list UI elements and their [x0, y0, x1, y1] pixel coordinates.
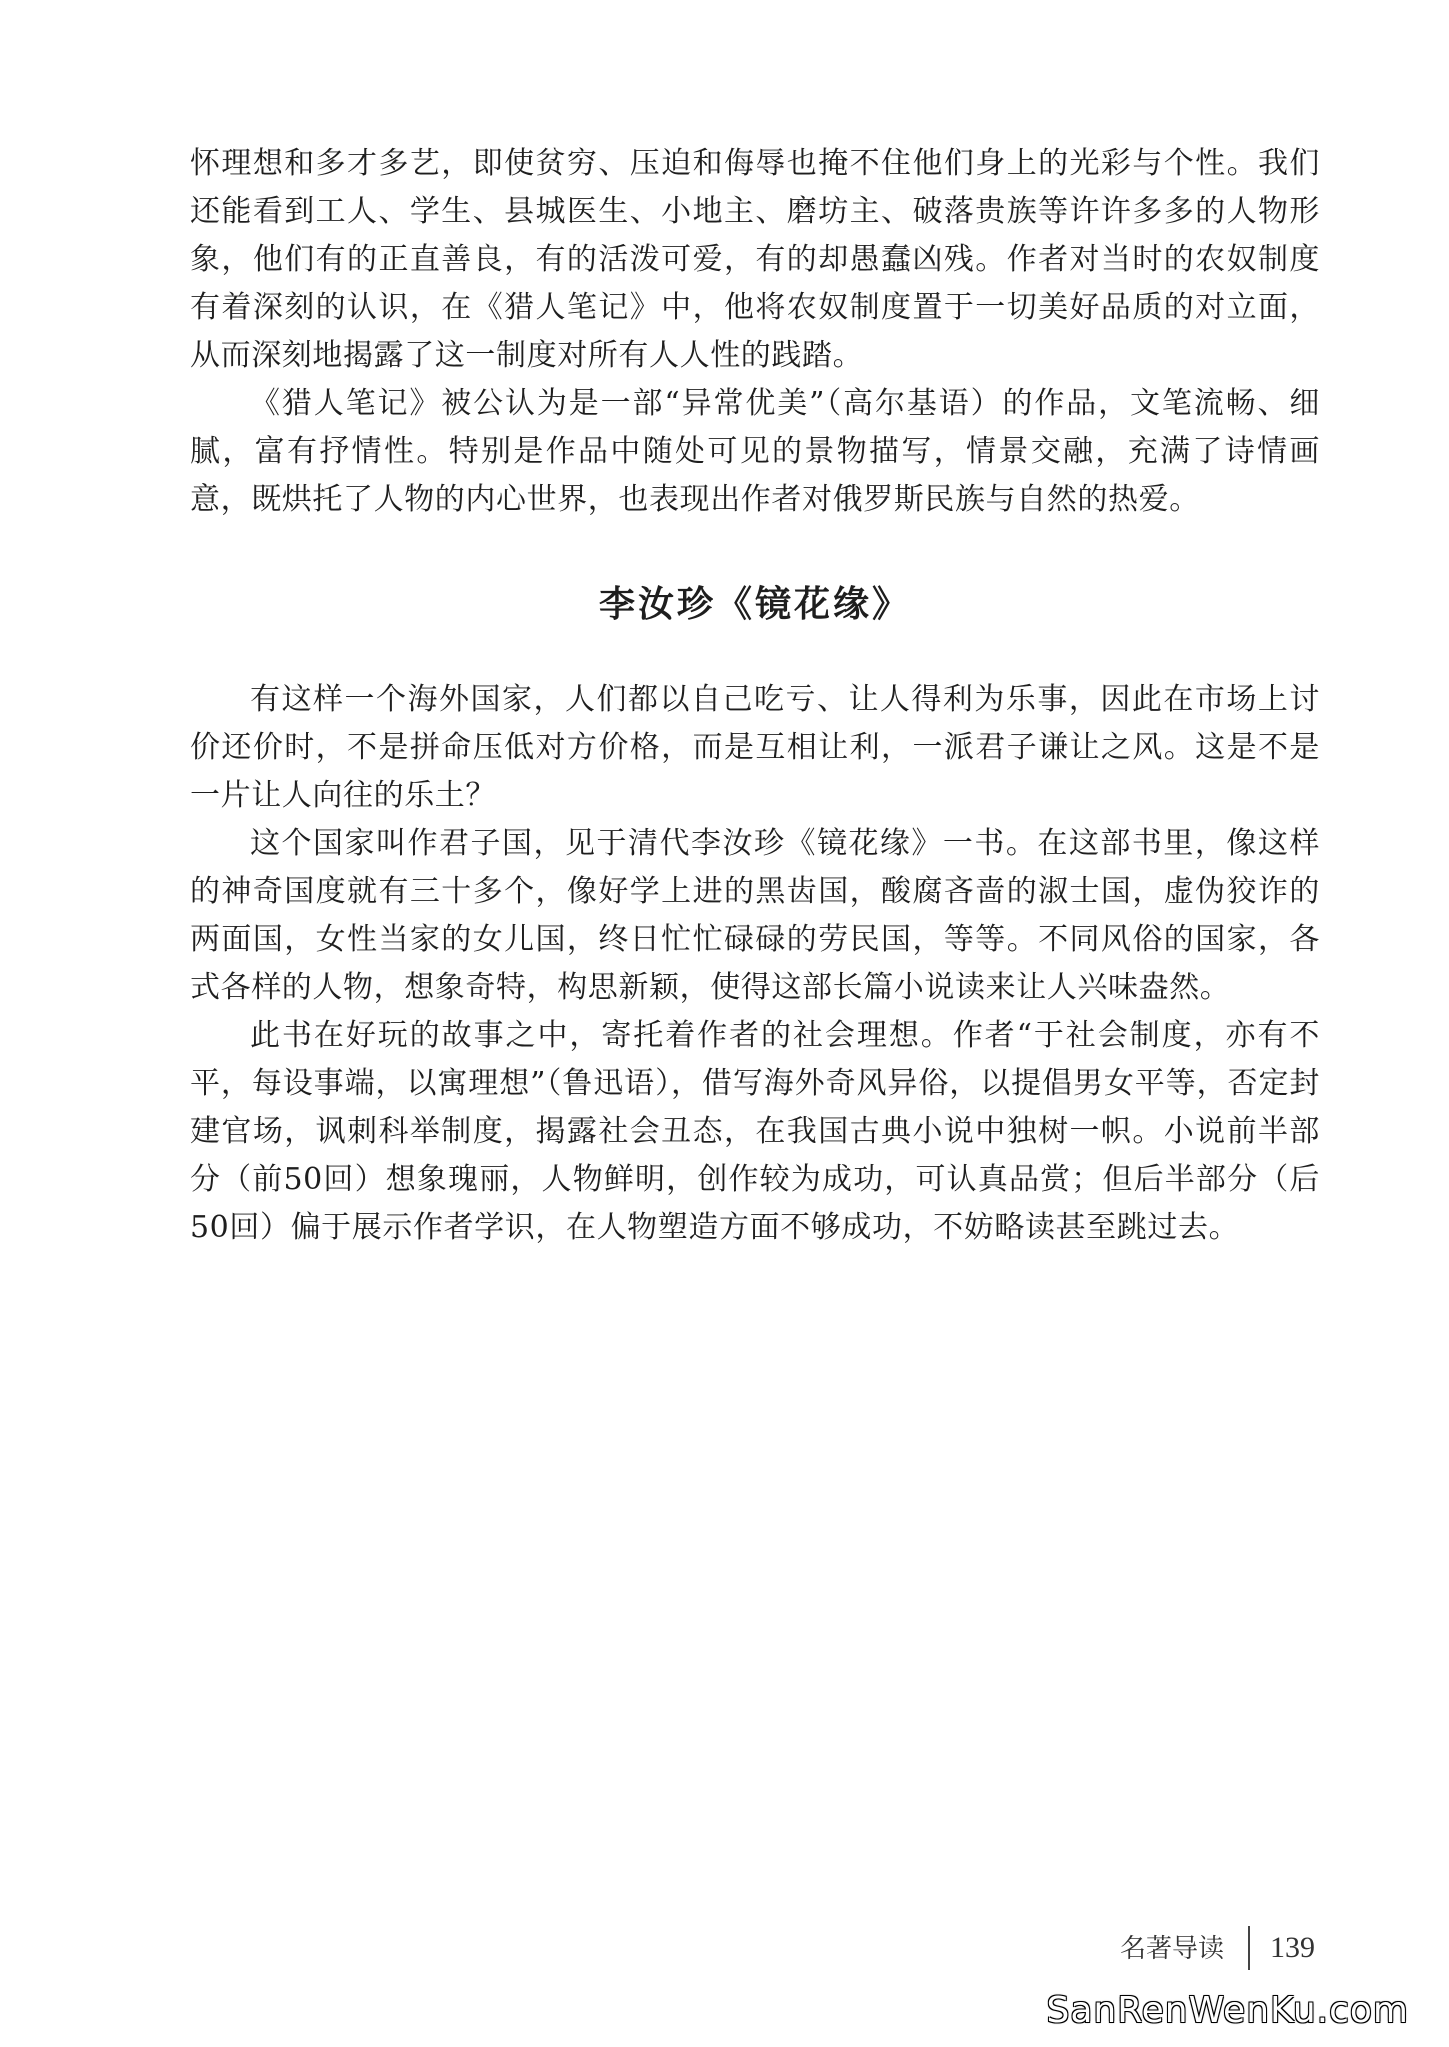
page-number: 139 — [1270, 1931, 1315, 1964]
book-section-label: 名著导读 — [1120, 1934, 1225, 1964]
page-footer — [1120, 1926, 1340, 1976]
footer-divider — [1248, 1926, 1250, 1970]
section-title: 李汝珍《镜花缘》 — [598, 583, 911, 625]
body-paragraph: 怀理想和多才多艺，即使贫穷、压迫和侮辱也掩不住他们身上的光彩与个性。我们还能看到工人、学生、县城医生、小地主、磨坊主、破落贵族等许许多多的人物形象，他们有的正直善良，有的活泼可爱，有的却愚蠢凶残。作者对当时的农奴制度有着深刻的认识，在《猎人笔记》中，他将农奴制度置于一切美好品质的对立面，从而深刻地揭露了这一制度对所有人人性的践踏。 — [190, 146, 1320, 373]
body-paragraph: 这个国家叫作君子国，见于清代李汝珍《镜花缘》一书。在这部书里，像这样的神奇国度就有三十多个，像好学上进的黑齿国，酸腐吝啬的淑士国，虚伪狡诈的两面国，女性当家的女儿国，终日忙忙碌碌的劳民国，等等。不同风俗的国家，各式各样的人物，想象奇特，构思新颖，使得这部长篇小说读来让人兴味盎然。 — [190, 826, 1320, 1005]
body-paragraph: 《猎人笔记》被公认为是一部“异常优美”（高尔基语）的作品，文笔流畅、细腻，富有抒情性。特别是作品中随处可见的景物描写，情景交融，充满了诗情画意，既烘托了人物的内心世界，也表现出作者对俄罗斯民族与自然的热爱。 — [190, 386, 1320, 517]
site-watermark: SanRenWenKu.com — [1046, 1990, 1409, 2031]
body-paragraph: 此书在好玩的故事之中，寄托着作者的社会理想。作者“于社会制度，亦有不平，每设事端，以寓理想”（鲁迅语），借写海外奇风异俗，以提倡男女平等，否定封建官场，讽刺科举制度，揭露社会丑态，在我国古典小说中独树一帜。小说前半部分（前50回）想象瑰丽，人物鲜明，创作较为成功，可认真品赏；但后半部分（后50回）偏于展示作者学识，在人物塑造方面不够成功，不妨略读甚至跳过去。 — [190, 1018, 1320, 1245]
page-content — [190, 140, 1320, 1252]
body-paragraph: 有这样一个海外国家，人们都以自己吃亏、让人得利为乐事，因此在市场上讨价还价时，不是拼命压低对方价格，而是互相让利，一派君子谦让之风。这是不是一片让人向往的乐土？ — [190, 682, 1320, 813]
